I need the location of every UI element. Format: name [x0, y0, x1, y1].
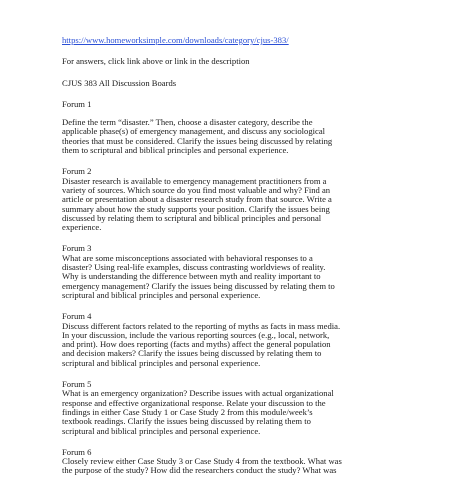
forum-text-line: variety of sources. Which source do you find most valuable and why? Find an [62, 184, 331, 195]
forum-text-line: emergency management? Clarify the issues being discussed by relating them to [62, 280, 335, 291]
forum-text-line: and decision makers? Clarify the issues being discussed by relating them to [62, 348, 322, 359]
forum-list [62, 100, 438, 476]
forum-text-line: summary about how the study supports your position. Clarify the issues being [62, 203, 330, 214]
homework-link[interactable]: https://www.homeworksimple.com/downloads/category/cjus-383/ [62, 35, 289, 45]
forum-text-line: applicable phase(s) of emergency management, and discuss any sociological [62, 126, 326, 137]
document-page [62, 36, 438, 488]
forum-heading: Forum 5 [62, 379, 92, 390]
forum-text-line: Why is understanding the difference between myth and reality important to [62, 271, 321, 282]
forum-text-line: findings in either Case Study 1 or Case Study 2 from this module/week’s [62, 406, 313, 417]
forum-text-line: response and effective organizational response. Relate your discussion to the [62, 397, 326, 408]
forum-text-line: Closely review either Case Study 3 or Case Study 4 from the textbook. What was [62, 456, 342, 467]
forum-text-line: article or presentation about a disaster research study from that source. Write a [62, 194, 332, 205]
forum-text-line: textbook readings. Clarify the issues being discussed by relating them to [62, 416, 311, 427]
forum-heading: Forum 6 [62, 446, 92, 457]
forum-heading: Forum 4 [62, 311, 92, 322]
intro-text: For answers, click link above or link in the description [62, 56, 250, 67]
document-title: CJUS 383 All Discussion Boards [62, 77, 177, 88]
forum-text-line: and print). How does reporting (facts and myths) affect the general population [62, 339, 331, 350]
forum-text-line: Disaster research is available to emergency management practitioners from a [62, 175, 327, 186]
forum-section [62, 100, 438, 155]
forum-text-line: experience. [62, 222, 102, 233]
forum-text-line: the purpose of the study? How did the researchers conduct the study? What was [62, 465, 337, 476]
forum-text-line: What is an emergency organization? Describe issues with actual organizational [62, 388, 334, 399]
forum-section [62, 312, 438, 368]
forum-section [62, 380, 438, 436]
forum-heading: Forum 3 [62, 243, 92, 254]
forum-text-line: What are some misconceptions associated with behavioral responses to a [62, 252, 313, 263]
forum-text-line: discussed by relating them to scriptural and biblical principles and personal [62, 212, 322, 223]
forum-text-line: Define the term “disaster.” Then, choose a disaster category, describe the [62, 117, 313, 128]
forum-heading: Forum 1 [62, 98, 92, 109]
forum-text-line: theories that must be considered. Clarify the issues being discussed by relating [62, 135, 333, 146]
forum-text-line: scriptural and biblical principles and personal experience. [62, 357, 261, 368]
forum-text-line: disaster? Using real-life examples, discuss contrasting worldviews of reality. [62, 262, 326, 273]
forum-text-line: In your discussion, include the various reporting sources (e.g., local, network, [62, 329, 330, 340]
forum-section [62, 167, 438, 232]
forum-section [62, 244, 438, 300]
forum-text-line: Discuss different factors related to the reporting of myths as facts in mass media. [62, 320, 341, 331]
forum-text-line: scriptural and biblical principles and personal experience. [62, 425, 261, 436]
forum-heading: Forum 2 [62, 166, 92, 177]
forum-text-line: scriptural and biblical principles and personal experience. [62, 289, 261, 300]
forum-text-line: them to scriptural and biblical principles and personal experience. [62, 145, 289, 156]
